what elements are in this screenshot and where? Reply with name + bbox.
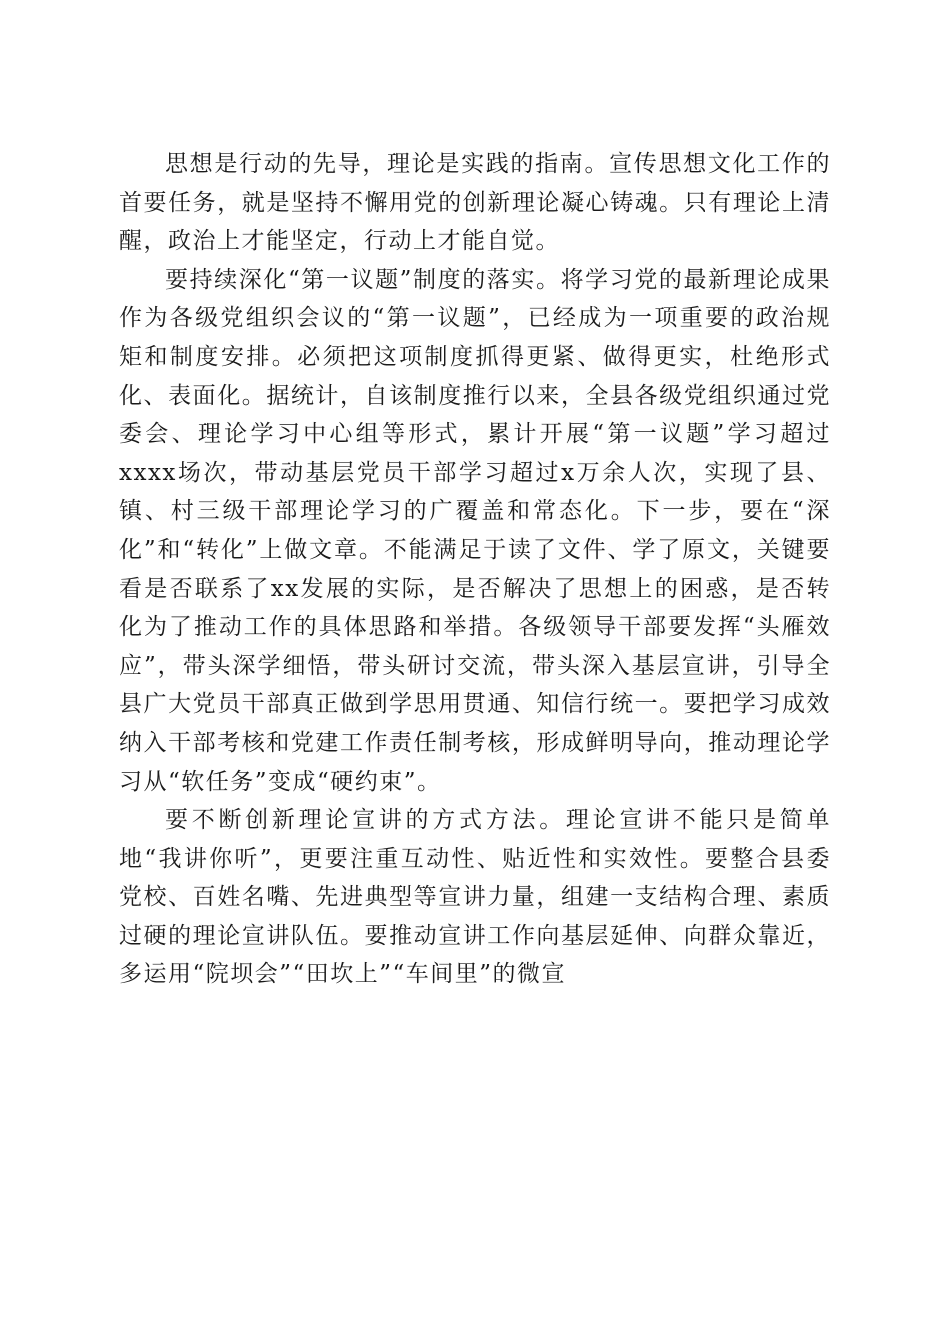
paragraph-1: 思想是行动的先导，理论是实践的指南。宣传思想文化工作的首要任务，就是坚持不懈用党的创新理论凝心铸魂。只有理论上清醒，政治上才能坚定，行动上才能自觉。 xyxy=(119,151,831,255)
paragraph-3: 要不断创新理论宣讲的方式方法。理论宣讲不能只是简单地“我讲你听”，更要注重互动性、贴近性和实效性。要整合县委党校、百姓名嘴、先进典型等宣讲力量，组建一支结构合理、素质过硬的理论宣讲队伍。要推动宣讲工作向基层延伸、向群众靠近，多运用“院坝会”“田坎上”“车间里”的微宣 xyxy=(119,807,831,988)
paragraph-2: 要持续深化“第一议题”制度的落实。将学习党的最新理论成果作为各级党组织会议的“第一议题”，已经成为一项重要的政治规矩和制度安排。必须把这项制度抓得更紧、做得更实，杜绝形式化、表面化。据统计，自该制度推行以来，全县各级党组织通过党委会、理论学习中心组等形式，累计开展“第一议题”学习超过xxxx场次，带动基层党员干部学习超过x万余人次，实现了县、镇、村三级干部理论学习的广覆盖和常态化。下一步，要在“深化”和“转化”上做文章。不能满足于读了文件、学了原文，关键要看是否联系了xx发展的实际，是否解决了思想上的困惑，是否转化为了推动工作的具体思路和举措。各级领导干部要发挥“头雁效应”，带头深学细悟，带头研讨交流，带头深入基层宣讲，引导全县广大党员干部真正做到学思用贯通、知信行统一。要把学习成效纳入干部考核和党建工作责任制考核，形成鲜明导向，推动理论学习从“软任务”变成“硬约束”。 xyxy=(119,266,831,795)
document-body xyxy=(119,145,831,994)
